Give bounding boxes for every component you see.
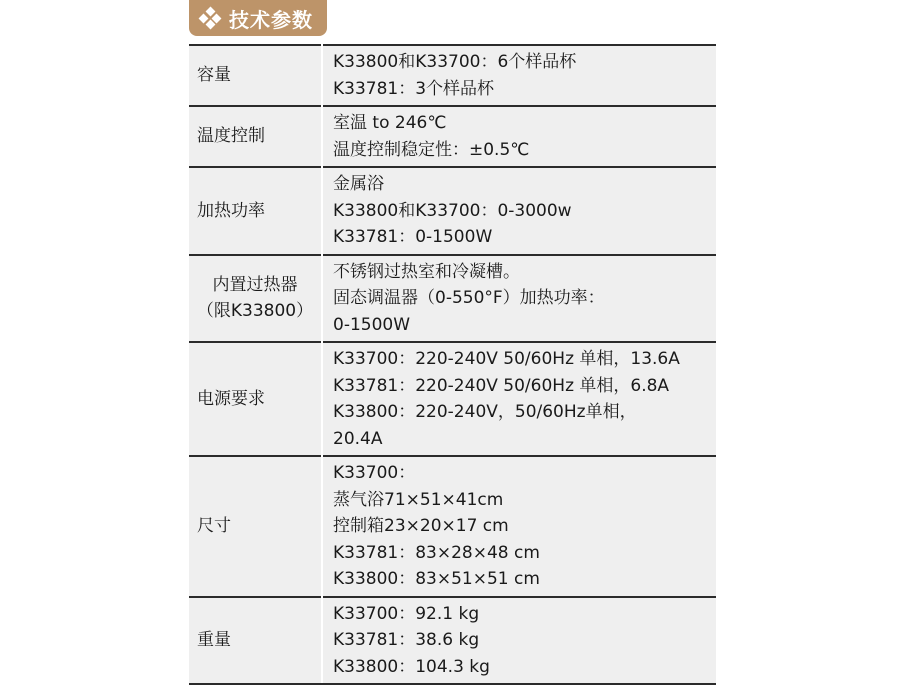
- row-label: 容量: [189, 45, 322, 106]
- table-row-capacity: [189, 45, 716, 106]
- table-row-temperature: [189, 106, 716, 167]
- row-value: K33700：92.1 kg K33781：38.6 kg K33800：104.3 kg: [322, 597, 716, 685]
- section-title: 技术参数: [229, 7, 313, 32]
- row-value: K33800和K33700：6个样品杯 K33781：3个样品杯: [322, 45, 716, 106]
- table-row-power-requirements: [189, 342, 716, 456]
- row-label: 电源要求: [189, 342, 322, 456]
- table-row-weight: [189, 597, 716, 685]
- table-row-heating-power: [189, 167, 716, 255]
- section-header: [189, 0, 327, 36]
- row-value: 金属浴 K33800和K33700：0-3000w K33781：0-1500W: [322, 167, 716, 255]
- row-label: 尺寸: [189, 456, 322, 597]
- row-label: 温度控制: [189, 106, 322, 167]
- table-row-superheater: [189, 255, 716, 343]
- row-label: 重量: [189, 597, 322, 685]
- row-label: 内置过热器 （限K33800）: [189, 255, 322, 343]
- row-value: K33700： 蒸气浴71×51×41cm 控制箱23×20×17 cm K33781：83×28×48 cm K33800：83×51×51 cm: [322, 456, 716, 597]
- row-value: 不锈钢过热室和冷凝槽。 固态调温器（0-550°F）加热功率： 0-1500W: [322, 255, 716, 343]
- row-value: 室温 to 246℃ 温度控制稳定性：±0.5℃: [322, 106, 716, 167]
- diamond-cluster-icon: [199, 7, 221, 29]
- row-label: 加热功率: [189, 167, 322, 255]
- spec-table: [189, 44, 716, 685]
- row-value: K33700：220-240V 50/60Hz 单相，13.6A K33781：220-240V 50/60Hz 单相，6.8A K33800：220-240V，50/60Hz单相， 20.4A: [322, 342, 716, 456]
- table-row-dimensions: [189, 456, 716, 597]
